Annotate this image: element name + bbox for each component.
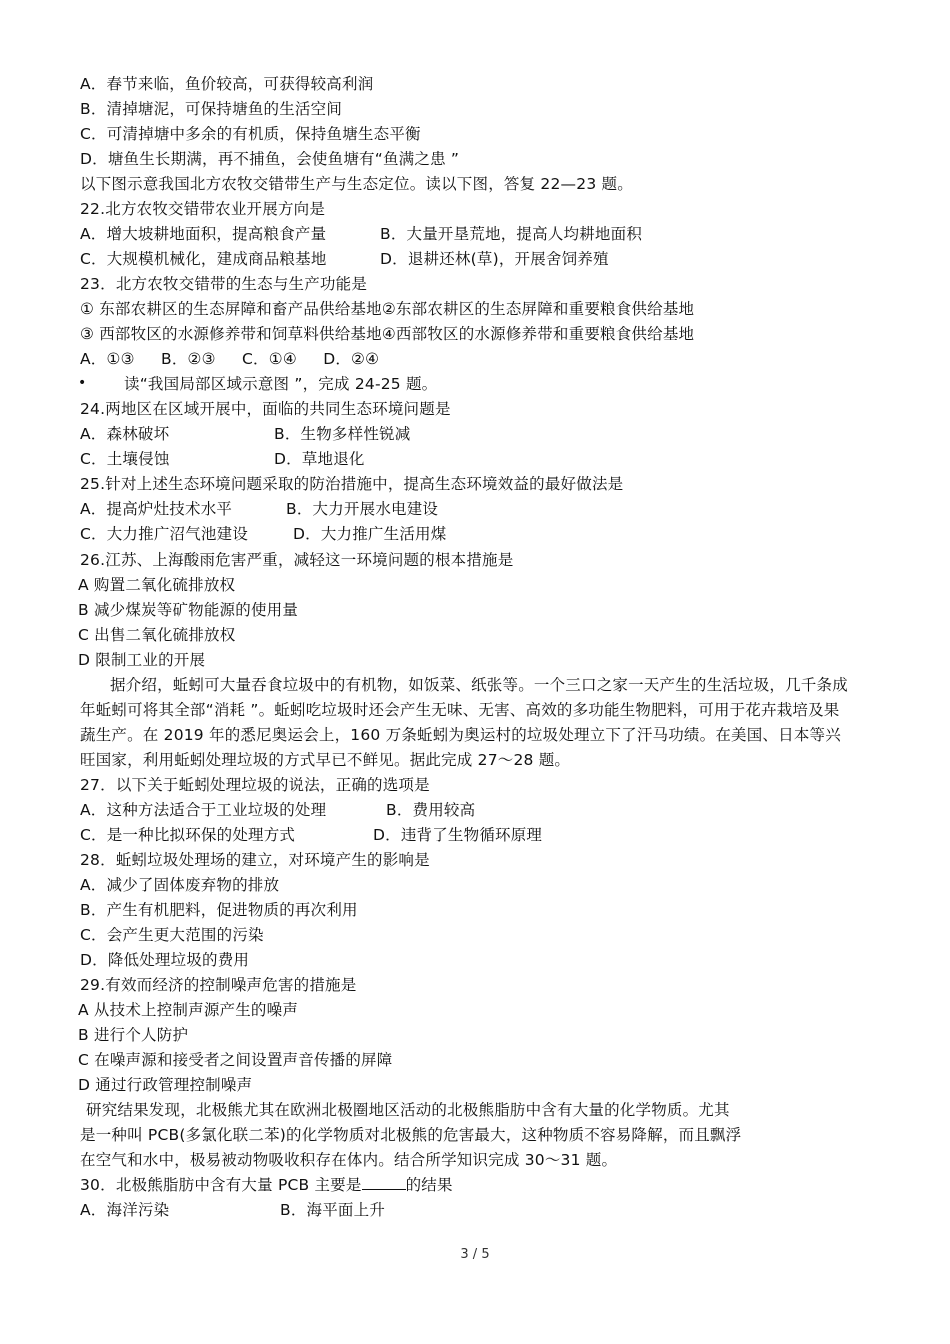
q28-option-a: A．减少了固体废弃物的排放 <box>80 876 280 894</box>
q23-option-d: D．②④ <box>323 350 380 368</box>
q29-option-b: B 进行个人防护 <box>78 1026 189 1044</box>
q29-option-a: A 从技术上控制声源产生的噪声 <box>78 1001 299 1019</box>
q26-option-a: A 购置二氧化硫排放权 <box>78 576 236 594</box>
q23-statements-2: ③ 西部牧区的水源修养带和饲草料供给基地④西部牧区的水源修养带和重要粮食供给基地 <box>80 325 695 343</box>
q24-option-d: D．草地退化 <box>274 450 365 468</box>
passage-30-31-line-2: 是一种叫 PCB(多氯化联二苯)的化学物质对北极熊的危害最大，这种物质不容易降解，而且飘浮 <box>80 1126 742 1144</box>
q23-stem: 23．北方农牧交错带的生态与生产功能是 <box>80 275 368 293</box>
passage-27-28-line-2: 年蚯蚓可将其全部“消耗 ”。蚯蚓吃垃圾时还会产生无味、无害、高效的多功能生物肥料，可用于花卉栽培及果 <box>80 701 840 719</box>
q30-stem-suffix: 的结果 <box>405 1176 453 1194</box>
passage-27-28-line-3: 蔬生产。在 2019 年的悉尼奥运会上，160 万条蚯蚓为奥运村的垃圾处理立下了汗马功绩。在美国、日本等兴 <box>80 726 841 744</box>
q23-statements-1: ① 东部农耕区的生态屏障和畜产品供给基地②东部农耕区的生态屏障和重要粮食供给基地 <box>80 300 695 318</box>
q21-option-c: C．可清掉塘中多余的有机质，保持鱼塘生态平衡 <box>80 125 421 143</box>
q30-stem <box>80 1175 453 1195</box>
passage-27-28-line-4: 旺国家，利用蚯蚓处理垃圾的方式早已不鲜见。据此完成 27～28 题。 <box>80 751 571 769</box>
q30-stem-prefix: 30．北极熊脂肪中含有大量 PCB 主要是 <box>80 1176 362 1194</box>
q23-option-c: C．①④ <box>242 350 297 368</box>
q26-stem: 26.江苏、上海酸雨危害严重，减轻这一环境问题的根本措施是 <box>80 551 514 569</box>
intro-22-23: 以下图示意我国北方农牧交错带生产与生态定位。读以下图，答复 22—23 题。 <box>80 175 633 193</box>
answer-blank <box>362 1175 406 1190</box>
q26-option-d: D 限制工业的开展 <box>78 651 206 669</box>
q28-option-d: D．降低处理垃圾的费用 <box>80 951 250 969</box>
q24-stem: 24.两地区在区域开展中，面临的共同生态环境问题是 <box>80 400 451 418</box>
q23-option-a: A．①③ <box>80 350 135 368</box>
q22-option-a: A．增大坡耕地面积，提高粮食产量 <box>80 225 327 243</box>
q29-stem: 29.有效而经济的控制噪声危害的措施是 <box>80 976 357 994</box>
q25-option-b: B．大力开展水电建设 <box>286 500 439 518</box>
q29-option-d: D 通过行政管理控制噪声 <box>78 1076 253 1094</box>
q29-option-c: C 在噪声源和接受者之间设置声音传播的屏障 <box>78 1051 393 1069</box>
q23-options <box>80 349 379 369</box>
passage-30-31-line-1: 研究结果发现，北极熊尤其在欧洲北极圈地区活动的北极熊脂肪中含有大量的化学物质。尤其 <box>86 1101 730 1119</box>
q27-option-a: A．这种方法适合于工业垃圾的处理 <box>80 801 327 819</box>
q28-option-c: C．会产生更大范围的污染 <box>80 926 264 944</box>
q25-option-d: D．大力推广生活用煤 <box>293 525 447 543</box>
q30-option-a: A．海洋污染 <box>80 1201 170 1219</box>
q22-option-b: B．大量开垦荒地，提高人均耕地面积 <box>380 225 643 243</box>
q21-option-d: D．塘鱼生长期满，再不捕鱼，会使鱼塘有“鱼满之患 ” <box>80 150 460 168</box>
q25-stem: 25.针对上述生态环境问题采取的防治措施中，提高生态环境效益的最好做法是 <box>80 475 624 493</box>
q27-stem: 27．以下关于蚯蚓处理垃圾的说法，正确的选项是 <box>80 776 430 794</box>
q28-stem: 28．蚯蚓垃圾处理场的建立，对环境产生的影响是 <box>80 851 430 869</box>
q25-option-c: C．大力推广沼气池建设 <box>80 525 249 543</box>
q22-option-c: C．大规模机械化，建成商品粮基地 <box>80 250 327 268</box>
q28-option-b: B．产生有机肥料，促进物质的再次利用 <box>80 901 358 919</box>
bullet-icon: • <box>78 375 87 391</box>
page-number: 3 / 5 <box>460 1247 490 1262</box>
q23-option-b: B．②③ <box>160 350 216 368</box>
intro-24-25: 读“我国局部区域示意图 ”，完成 24-25 题。 <box>124 375 438 393</box>
q24-option-b: B．生物多样性锐减 <box>274 425 411 443</box>
q24-option-a: A．森林破坏 <box>80 425 170 443</box>
q26-option-b: B 减少煤炭等矿物能源的使用量 <box>78 601 299 619</box>
q26-option-c: C 出售二氧化硫排放权 <box>78 626 236 644</box>
q21-option-a: A．春节来临，鱼价较高，可获得较高利润 <box>80 75 374 93</box>
q24-option-c: C．土壤侵蚀 <box>80 450 170 468</box>
q25-option-a: A．提高炉灶技术水平 <box>80 500 233 518</box>
q30-option-b: B．海平面上升 <box>280 1201 386 1219</box>
q27-option-d: D．违背了生物循环原理 <box>373 826 543 844</box>
q27-option-c: C．是一种比拟环保的处理方式 <box>80 826 296 844</box>
q27-option-b: B．费用较高 <box>386 801 476 819</box>
q22-stem: 22.北方农牧交错带农业开展方向是 <box>80 200 326 218</box>
passage-27-28-line-1: 据介绍，蚯蚓可大量吞食垃圾中的有机物，如饭菜、纸张等。一个三口之家一天产生的生活垃圾，几千条成 <box>110 676 848 694</box>
q22-option-d: D．退耕还林(草)，开展舍饲养殖 <box>380 250 609 268</box>
passage-30-31-line-3: 在空气和水中，极易被动物吸收积存在体内。结合所学知识完成 30～31 题。 <box>80 1151 618 1169</box>
q21-option-b: B．清掉塘泥，可保持塘鱼的生活空间 <box>80 100 343 118</box>
